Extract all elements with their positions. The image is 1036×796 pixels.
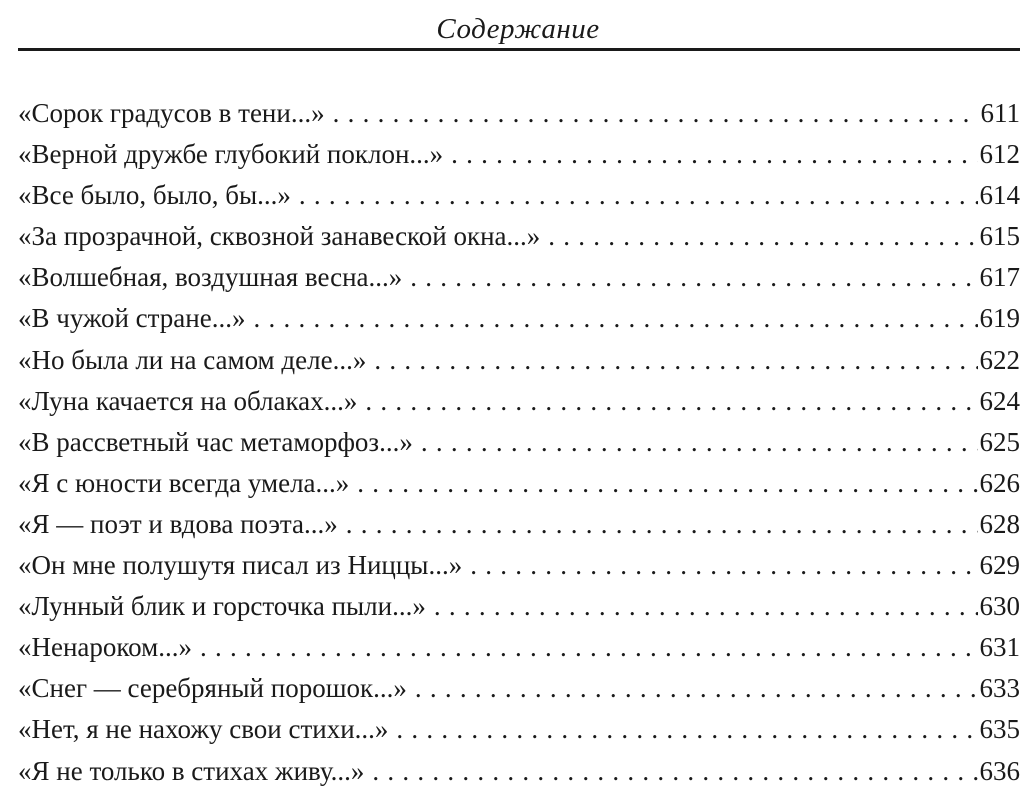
dot-leader — [357, 466, 977, 500]
toc-entry — [18, 589, 1020, 630]
toc-entry-title: «В чужой стране...» — [18, 303, 246, 334]
dot-leader — [415, 671, 978, 705]
header-rule — [18, 48, 1020, 51]
dot-leader — [410, 260, 977, 294]
dot-leader — [451, 137, 977, 171]
toc-entry-title: «Он мне полушутя писал из Ниццы...» — [18, 550, 463, 581]
toc-entry — [18, 630, 1020, 671]
toc-entry-title: «Но была ли на самом деле...» — [18, 344, 367, 375]
dot-leader — [374, 343, 977, 377]
toc-entry — [18, 137, 1020, 178]
dot-leader — [396, 712, 977, 746]
dot-leader — [372, 754, 977, 788]
toc-entry — [18, 260, 1020, 301]
toc-entry-title: «В рассветный час метаморфоз...» — [18, 426, 413, 457]
table-of-contents — [18, 96, 1020, 795]
toc-entry — [18, 219, 1020, 260]
dot-leader — [253, 301, 977, 335]
toc-entry-title: «Я с юности всегда умела...» — [18, 467, 350, 498]
toc-entry — [18, 712, 1020, 753]
toc-entry-page: 617 — [979, 262, 1020, 293]
toc-entry-page: 615 — [979, 221, 1020, 252]
toc-entry — [18, 178, 1020, 219]
dot-leader — [346, 507, 978, 541]
toc-entry-page: 612 — [979, 139, 1020, 170]
toc-entry-page: 628 — [979, 508, 1020, 539]
toc-entry — [18, 466, 1020, 507]
dot-leader — [333, 96, 979, 130]
toc-entry-page: 622 — [979, 344, 1020, 375]
toc-entry-page: 630 — [979, 591, 1020, 622]
dot-leader — [421, 425, 978, 459]
toc-entry-title: «За прозрачной, сквозной занавеской окна...» — [18, 221, 541, 252]
toc-entry-page: 619 — [979, 303, 1020, 334]
toc-entry — [18, 548, 1020, 589]
toc-entry-page: 636 — [979, 755, 1020, 786]
toc-entry-page: 635 — [979, 714, 1020, 745]
toc-entry-title: «Нет, я не нахожу свои стихи...» — [18, 714, 389, 745]
dot-leader — [548, 219, 977, 253]
toc-entry-page: 611 — [980, 98, 1020, 128]
dot-leader — [434, 589, 978, 623]
toc-entry-title: «Снег — серебряный порошок...» — [18, 673, 407, 704]
toc-entry-title: «Луна качается на облаках...» — [18, 385, 358, 416]
toc-entry-title: «Верной дружбе глубокий поклон...» — [18, 139, 444, 170]
toc-entry-title: «Все было, было, бы...» — [18, 180, 291, 211]
toc-entry-page: 633 — [979, 673, 1020, 704]
toc-entry-title: «Лунный блик и горсточка пыли...» — [18, 591, 426, 622]
toc-entry-page: 614 — [979, 180, 1020, 211]
toc-entry-page: 624 — [979, 385, 1020, 416]
running-head-title: Содержание — [436, 13, 600, 45]
dot-leader — [200, 630, 978, 664]
toc-entry-page: 626 — [979, 467, 1020, 498]
toc-entry-page: 625 — [979, 426, 1020, 457]
dot-leader — [470, 548, 977, 582]
dot-leader — [299, 178, 978, 212]
toc-entry — [18, 301, 1020, 342]
toc-entry — [18, 754, 1020, 795]
toc-entry — [18, 507, 1020, 548]
toc-entry-title: «Я — поэт и вдова поэта...» — [18, 508, 338, 539]
toc-entry-title: «Волшебная, воздушная весна...» — [18, 262, 403, 293]
toc-entry — [18, 671, 1020, 712]
toc-entry-title: «Ненароком...» — [18, 632, 192, 663]
toc-entry-page: 631 — [979, 632, 1020, 663]
toc-entry — [18, 343, 1020, 384]
toc-entry — [18, 425, 1020, 466]
toc-entry — [18, 96, 1020, 137]
toc-entry-title: «Я не только в стихах живу...» — [18, 755, 365, 786]
dot-leader — [365, 384, 977, 418]
toc-entry-title: «Сорок градусов в тени...» — [18, 98, 325, 128]
toc-entry — [18, 384, 1020, 425]
toc-entry-page: 629 — [979, 550, 1020, 581]
